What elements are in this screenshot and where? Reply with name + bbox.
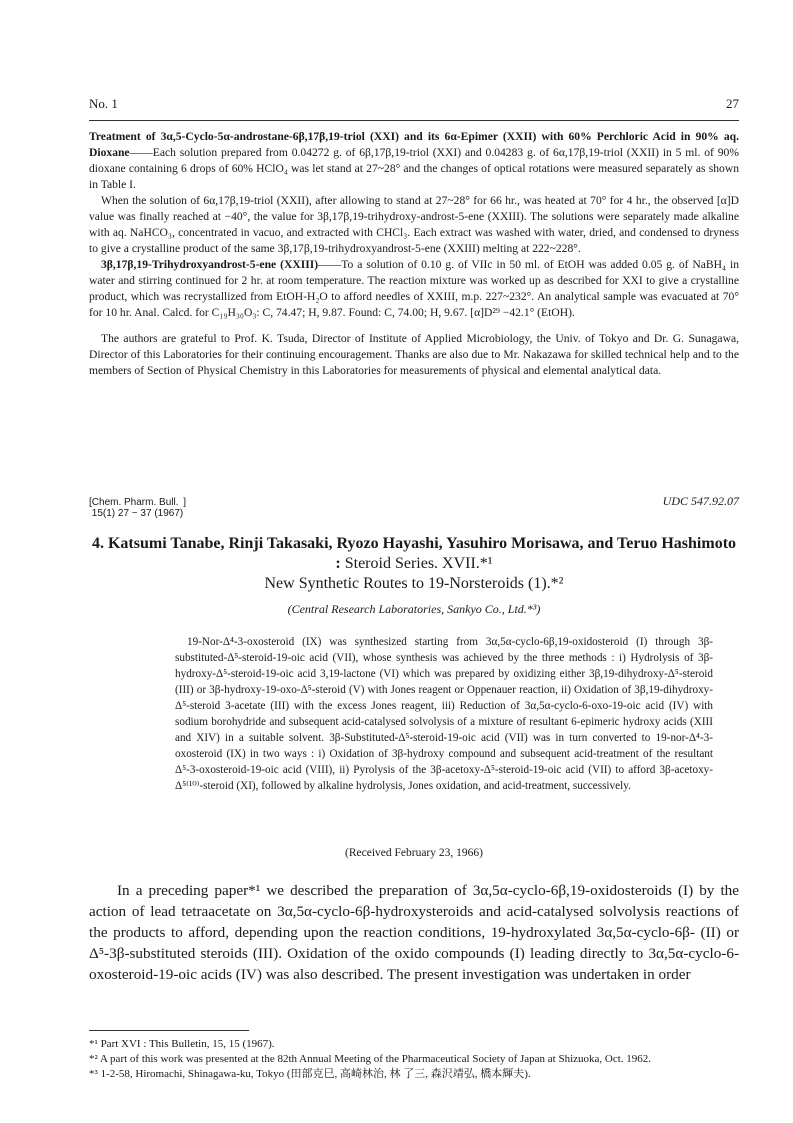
introduction-paragraph: In a preceding paper*¹ we described the preparation of 3α,5α-cyclo-6β,19-oxidosteroids (I) by the action of lead tetraacetate on 3α,5α-cyclo-6β-hydroxysteroids and acid-catalysed solvolysis reactions of the products to afford, depending upon the reaction conditions, 19-hydroxylated 3α,5α-cyclo-6β- (II) or Δ⁵-3β-substituted steroids (III). Oxidation of the oxido compounds (I) leading directly to 3α,5α-cyclo-6-oxosteroid-19-oic acids (IV) was also described. The present investigation was undertaken in order [89, 882, 739, 983]
abstract: 19-Nor-Δ⁴-3-oxosteroid (IX) was synthesized starting from 3α,5α-cyclo-6β,19-oxidosteroid (I) through 3β-substituted-Δ⁵-steroid-19-oic acid (VII), whose synthesis was achieved by the three methods : i) Hydrolysis of 3β-hydroxy-Δ⁵-steroid-19-oic acid 3,19-lactone (VI) which was prepared by oxidizing either 3β,19-dihydroxy-Δ⁵-steroid (III) or 3β-hydroxy-19-oxo-Δ⁵-steroid (V) with Jones reagent or Oppenauer reaction, ii) Oxidation of 3β,19-dihydroxy-Δ⁵-steroid 3-acetate (III) with the excess Jones reagent, iii) Reduction of 3α,5α-cyclo-6-oxo-19-oic acid (IV) with sodium borohydride and subsequent acid-catalysed solvolysis of a mixture of resultant 6-epimeric hydroxy acids (XIII and XIV) in a suitable solvent. 3β-Substituted-Δ⁵-steroid-19-oic acid (VII) was in turn converted to 19-nor-Δ⁴-3-oxosteroid (IX) in two ways : i) Oxidation of 3β-hydroxy compound and subsequent acid-treatment of the resultant Δ⁵-3-oxosteroid-19-oic acid (VIII), ii) Pyrolysis of the 3β-acetoxy-Δ⁵-steroid-19-oic acid (VII) to afford 3β-acetoxy-Δ⁵⁽¹⁰⁾-steroid (XI), followed by alkaline hydrolysis, Jones oxidation, and acid-treatment, successively. [175, 636, 713, 792]
running-header [89, 96, 739, 114]
paragraph-1-text: ——Each solution prepared from 0.04272 g. of 6β,17β,19-triol (XXI) and 0.04283 g. of 6α,17β,19-triol (XXII) in 5 ml. of 90% dioxane containing 6 drops of 60% HClO₄ was let stand at 27~28° and the changes of optical rotations were measured separately as shown in Table I. [89, 146, 739, 191]
page-number: 27 [726, 96, 739, 111]
affiliation: (Central Research Laboratories, Sankyo Co., Ltd.*³) [287, 602, 541, 616]
paragraph-1-title: Treatment of 3α,5-Cyclo-5α-androstane-6β,17β,19-triol (XXI) and its 6α-Epimer (XXII) with 60% Perchloric Acid in 90% aq. Dioxane [89, 130, 739, 159]
journal-ref-line-1: Chem. Pharm. Bull. [91, 497, 179, 508]
experimental-paragraph-2: When the solution of 6α,17β,19-triol (XXII), after allowing to stand at 27~28° for 66 hr., was heated at 70° for 4 hr., the observed [α]D value was finally reached at −40°, the value for 3β,17β,19-trihydroxy-androst-5-ene (XXIII). The solutions were separately made alkaline with aq. NaHCO₃, concentrated in vacuo, and extracted with CHCl₃. Each extract was washed with water, dried, and condensed to dryness to give a crystalline product of the same 3β,17β,19-trihydroxyandrost-5-ene (XXIII) melting at 222~228°. [89, 194, 739, 255]
footnote-1 [89, 1037, 739, 1052]
paragraph-3-text: ——To a solution of 0.10 g. of VIIc in 50 ml. of EtOH was added 0.05 g. of NaBH₄ in water and stirring continued for 2 hr. at room temperature. The reaction mixture was worked up as described for XXI to give a crystalline product, which was recrystallized from EtOH-H₂O to afford needles of XXIII, m.p. 227~232°. An analytical sample was evacuated at 70° for 10 hr. Anal. Calcd. for C₁₉H₃₀O₃: C, 74.47; H, 9.87. Found: C, 74.00; H, 9.67. [α]D²⁹ −42.1° (EtOH). [89, 258, 739, 319]
title-series: Steroid Series. XVII.*¹ [344, 555, 493, 572]
footnote-3 [89, 1067, 739, 1082]
experimental-paragraph-3 [89, 257, 739, 321]
header-rule [89, 120, 739, 121]
footnote-2-text: A part of this work was presented at the 82th Annual Meeting of the Pharmaceutical Society of Japan at Shizuoka, Oct. 1962. [99, 1053, 652, 1065]
footnote-2-mark: *² [89, 1053, 98, 1065]
footnote-3-text: 1-2-58, Hiromachi, Shinagawa-ku, Tokyo (田部克巳, 高崎林治, 林 了三, 森沢靖弘, 橋本輝夫). [100, 1068, 531, 1080]
experimental-paragraph-1 [89, 129, 739, 193]
journal-reference: [Chem. Pharm. Bull. 15(1) 27 ~ 37 (1967)] [89, 497, 187, 519]
footnote-rule [89, 1030, 249, 1031]
article-title [89, 534, 739, 594]
received-date: (Received February 23, 1966) [345, 847, 483, 859]
paragraph-3-title: 3β,17β,19-Trihydroxyandrost-5-ene (XXIII) [101, 258, 319, 271]
footnote-1-mark: *¹ [89, 1038, 98, 1050]
udc-code: UDC 547.92.07 [662, 494, 739, 508]
title-subtitle: New Synthetic Routes to 19-Norsteroids (1).*² [264, 575, 564, 592]
footnote-2 [89, 1052, 739, 1067]
footnote-1-text: Part XVI : This Bulletin, 15, 15 (1967). [100, 1038, 275, 1050]
issue-number: No. 1 [89, 96, 118, 111]
footnotes [89, 1037, 739, 1082]
previous-article-body [89, 129, 739, 379]
footnote-3-mark: *³ [89, 1068, 98, 1080]
journal-ref-line-2: 15(1) 27 ~ 37 (1967) [91, 508, 184, 519]
title-authors: 4. Katsumi Tanabe, Rinji Takasaki, Ryozo Hayashi, Yasuhiro Morisawa, and Teruo Hashimoto : [91, 535, 737, 572]
acknowledgement: The authors are grateful to Prof. K. Tsuda, Director of Institute of Applied Microbiology, the Univ. of Tokyo and Dr. G. Sunagawa, Director of this Laboratories for their continuing encouragement. Thanks are also due to Mr. Nakazawa for skilled technical help and to the members of Section of Physical Chemistry in this Laboratories for measurements of physical and elemental analytical data. [89, 332, 739, 377]
